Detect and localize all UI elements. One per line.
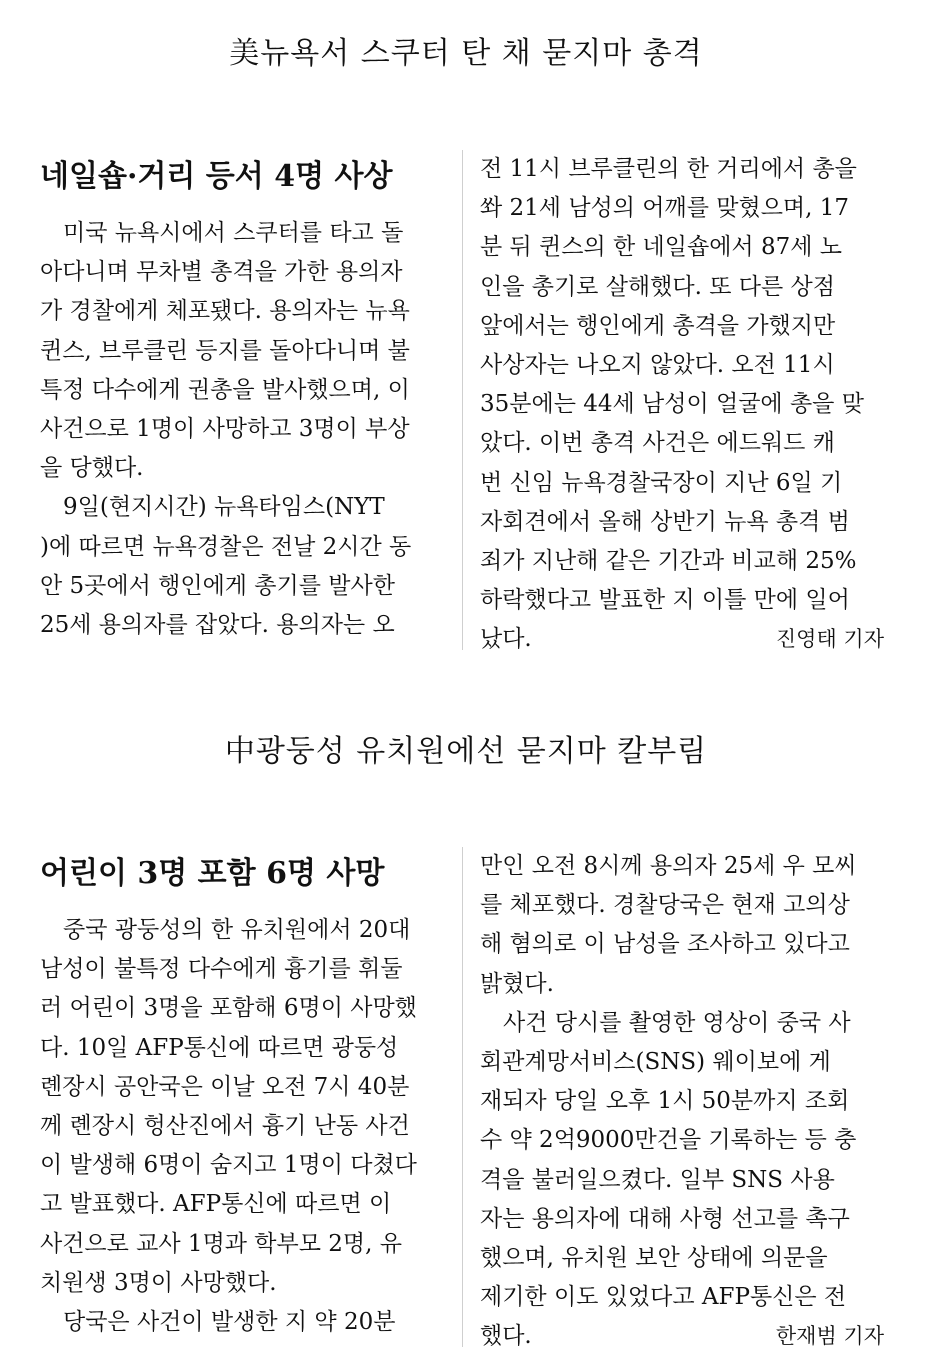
text-line: 롄장시 공안국은 이날 오전 7시 40분: [40, 1073, 410, 1100]
text-line: 께 롄장시 헝산진에서 흉기 난동 사건: [40, 1112, 410, 1139]
text-line: 해 혐의로 이 남성을 조사하고 있다고: [480, 931, 850, 958]
body-text: [480, 150, 884, 659]
text-line: 만인 오전 8시께 용의자 25세 우 모씨: [480, 853, 857, 879]
text-line: 수 약 2억9000만건을 기록하는 등 충: [480, 1127, 857, 1154]
text-line: 다. 10일 AFP통신에 따르면 광둥성: [40, 1034, 399, 1061]
byline: 진영태 기자: [775, 627, 884, 652]
headline: 中광둥성 유치원에선 묻지마 칼부림: [224, 734, 708, 769]
text-line: 격을 불러일으켰다. 일부 SNS 사용: [480, 1166, 835, 1193]
byline: 한재범 기자: [775, 1324, 884, 1349]
text-line: 했다.: [480, 1323, 532, 1350]
text-line: 번 신임 뉴욕경찰국장이 지난 6일 기: [480, 469, 843, 496]
text-line: 밝혔다.: [480, 970, 554, 997]
text-line: 아다니며 무차별 총격을 가한 용의자: [40, 259, 403, 286]
text-column-left: [40, 847, 444, 1342]
text-column-left: [40, 150, 444, 645]
text-line: 당국은 사건이 발생한 지 약 20분: [40, 1308, 396, 1335]
text-line: 를 체포했다. 경찰당국은 현재 고의상: [480, 892, 850, 919]
subheadline: 어린이 3명 포함 6명 사망: [40, 856, 385, 891]
text-line: 사건으로 교사 1명과 학부모 2명, 유: [40, 1230, 402, 1257]
text-line: 사건으로 1명이 사망하고 3명이 부상: [40, 415, 410, 442]
column-divider: [462, 150, 463, 650]
text-line: 을 당했다.: [40, 455, 144, 482]
body-text: [40, 911, 444, 1342]
text-line: 퀸스, 브루클린 등지를 돌아다니며 불: [40, 337, 410, 364]
text-line: 했으며, 유치원 보안 상태에 의문을: [480, 1244, 828, 1271]
text-column-right: [480, 847, 884, 1356]
text-line: 았다. 이번 총격 사건은 에드워드 캐: [480, 430, 835, 457]
text-line: 고 발표했다. AFP통신에 따르면 이: [40, 1191, 392, 1218]
text-line: 하락했다고 발표한 지 이틀 만에 일어: [480, 587, 850, 614]
text-line: 사건 당시를 촬영한 영상이 중국 사: [480, 1009, 851, 1036]
text-line: 중국 광둥성의 한 유치원에서 20대: [40, 917, 411, 943]
text-line: 치원생 3명이 사망했다.: [40, 1269, 277, 1296]
text-line: 분 뒤 퀸스의 한 네일숍에서 87세 노: [480, 234, 842, 261]
text-line: 안 5곳에서 행인에게 총기를 발사한: [40, 572, 395, 599]
text-line: 사상자는 나오지 않았다. 오전 11시: [480, 351, 835, 378]
text-line: 죄가 지난해 같은 기간과 비교해 25%: [480, 547, 857, 574]
text-line: 특정 다수에게 권총을 발사했으며, 이: [40, 376, 410, 403]
text-line: 러 어린이 3명을 포함해 6명이 사망했: [40, 995, 417, 1022]
text-line: 미국 뉴욕시에서 스쿠터를 타고 돌: [40, 220, 404, 246]
column-divider: [462, 847, 463, 1347]
text-line: 제기한 이도 있었다고 AFP통신은 전: [480, 1284, 847, 1311]
text-line: )에 따르면 뉴욕경찰은 전날 2시간 동: [40, 533, 412, 560]
text-line: 자회견에서 올해 상반기 뉴욕 총격 범: [480, 508, 850, 535]
text-line: 9일(현지시간) 뉴욕타임스(NYT: [40, 494, 385, 521]
text-line: 재되자 당일 오후 1시 50분까지 조회: [480, 1088, 850, 1115]
text-line: 가 경찰에게 체포됐다. 용의자는 뉴욕: [40, 298, 410, 325]
text-line: 회관계망서비스(SNS) 웨이보에 게: [480, 1048, 831, 1075]
article-scooter-shooting: [0, 0, 932, 672]
text-line: 자는 용의자에 대해 사형 선고를 촉구: [480, 1205, 850, 1232]
subheadline: 네일숍·거리 등서 4명 사상: [40, 159, 393, 194]
body-text: [480, 847, 884, 1356]
text-line: 났다.: [480, 626, 532, 653]
text-line: 쏴 21세 남성의 어깨를 맞혔으며, 17: [480, 195, 850, 222]
text-line: 인을 총기로 살해했다. 또 다른 상점: [480, 273, 835, 300]
text-column-right: [480, 150, 884, 659]
text-line: 앞에서는 행인에게 총격을 가했지만: [480, 312, 836, 339]
text-line: 25세 용의자를 잡았다. 용의자는 오: [40, 611, 395, 638]
headline: 美뉴욕서 스쿠터 탄 채 묻지마 총격: [229, 36, 703, 71]
text-line: 35분에는 44세 남성이 얼굴에 총을 맞: [480, 391, 864, 418]
article-kindergarten-stabbing: [0, 700, 932, 1372]
text-line: 전 11시 브루클린의 한 거리에서 총을: [480, 156, 857, 182]
text-line: 이 발생해 6명이 숨지고 1명이 다쳤다: [40, 1152, 417, 1179]
text-line: 남성이 불특정 다수에게 흉기를 휘둘: [40, 956, 403, 983]
body-text: [40, 214, 444, 645]
